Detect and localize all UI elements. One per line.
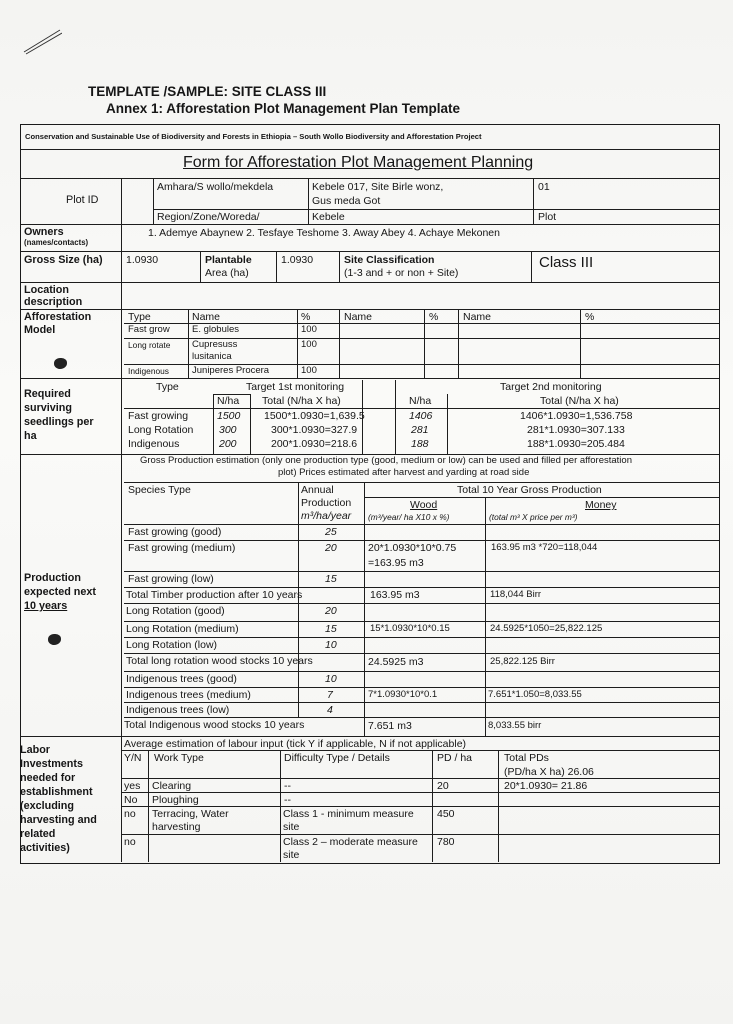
prod-row-label: Indigenous trees (medium)	[126, 689, 251, 701]
labour-pd: 450	[437, 808, 455, 820]
labour-heading: Average estimation of labour input (tick Y if applicable, N if not applicable)	[124, 738, 467, 750]
nha-header-2: N/ha	[409, 395, 432, 407]
total-pds-sub: (PD/ha X ha) 26.06	[504, 766, 594, 778]
col-percent-3: %	[585, 311, 595, 323]
annex-title: Annex 1: Afforestation Plot Management Plan Template	[106, 101, 461, 116]
seedling-total-2: 281*1.0930=307.133	[527, 424, 625, 436]
model-row-type: Indigenous	[128, 366, 169, 376]
seedling-type: Fast growing	[128, 410, 189, 422]
prod-row-label: Total Indigenous wood stocks 10 years	[124, 719, 305, 731]
gross-size-value: 1.0930	[126, 254, 159, 266]
labour-difficulty: Class 1 - minimum measure	[283, 808, 414, 820]
kebele-value: Kebele 017, Site Birle wonz,	[312, 181, 444, 193]
kebele-header: Kebele	[312, 211, 345, 223]
prod-row-annual: 15	[325, 623, 337, 635]
labour-yn: no	[124, 808, 136, 820]
seedling-type-header: Type	[156, 381, 179, 393]
prod-row-annual: 4	[327, 704, 333, 716]
production-label: Production	[24, 572, 81, 584]
labor-label-7: related	[20, 828, 56, 840]
wood-header: Wood	[410, 499, 438, 511]
total-header-2: Total (N/ha X ha)	[540, 395, 619, 407]
total-header: Total (N/ha X ha)	[262, 395, 341, 407]
labour-difficulty: Class 2 – moderate measure	[283, 836, 418, 848]
site-class-label-2: (1-3 and + or non + Site)	[344, 267, 459, 279]
required-label-3: seedlings per	[24, 416, 94, 428]
project-name: Conservation and Sustainable Use of Biodiversity and Forests in Ethiopia – South Wollo Biodiversity and Afforestation Project	[25, 132, 482, 141]
seedling-total: 300*1.0930=327.9	[271, 424, 358, 436]
production-label-2: expected next	[24, 586, 97, 598]
kebele-value-2: Gus meda Got	[312, 195, 381, 207]
labour-total: 20*1.0930= 21.86	[504, 780, 588, 792]
prod-row-money: 8,033.55 birr	[488, 720, 542, 731]
owners-label: Owners	[24, 226, 64, 238]
seedling-nha-2: 281	[411, 424, 429, 436]
prod-row-label: Long Rotation (low)	[126, 639, 218, 651]
prod-row-wood: 20*1.0930*10*0.75	[368, 542, 457, 554]
col-percent-2: %	[429, 311, 439, 323]
col-name: Name	[192, 311, 221, 323]
required-label-2: surviving	[24, 402, 73, 414]
plot-number: 01	[538, 181, 550, 193]
target2-header: Target 2nd monitoring	[500, 381, 602, 393]
required-label-4: ha	[24, 430, 37, 442]
production-note-2: plot) Prices estimated after harvest and yarding at road side	[278, 467, 530, 478]
labor-label-2: Investments	[20, 758, 84, 770]
labor-label-8: activities)	[20, 842, 70, 854]
plot-id-label: Plot ID	[66, 194, 99, 206]
prod-row-money: 163.95 m3 *720=118,044	[491, 542, 598, 553]
labour-work-2: harvesting	[152, 821, 201, 833]
site-class-label: Site Classification	[344, 254, 435, 266]
target1-header: Target 1st monitoring	[246, 381, 345, 393]
location-label: Location	[24, 284, 69, 296]
owners-list: 1. Ademye Abaynew 2. Tesfaye Teshome 3. Away Abey 4. Achaye Mekonen	[148, 227, 500, 239]
seedling-nha: 300	[219, 424, 237, 436]
yn-header: Y/N	[124, 752, 142, 764]
total-pds-header: Total PDs	[504, 752, 549, 764]
prod-row-wood: 15*1.0930*10*0.15	[370, 623, 450, 634]
labour-work: Terracing, Water	[152, 808, 229, 820]
seedling-total: 1500*1.0930=1,639.5	[264, 410, 365, 422]
col-name-2: Name	[344, 311, 373, 323]
prod-row-money: 24.5925*1050=25,822.125	[490, 623, 603, 634]
seedling-total-2: 1406*1.0930=1,536.758	[520, 410, 633, 422]
prod-row-label: Total long rotation wood stocks 10 years	[126, 655, 313, 667]
labor-label-3: needed for	[20, 772, 76, 784]
annual-header-2: Production	[301, 497, 352, 509]
money-header: Money	[585, 499, 617, 511]
wood-formula: (m³/year/ ha X10 x %)	[368, 512, 450, 522]
seedling-type: Long Rotation	[128, 424, 194, 436]
model-row-type: Fast grow	[128, 324, 170, 335]
plantable-value: 1.0930	[281, 254, 314, 266]
seedling-type: Indigenous	[128, 438, 180, 450]
prod-row-annual: 20	[325, 605, 337, 617]
prod-row-annual: 10	[325, 673, 337, 685]
labour-yn: yes	[124, 780, 141, 792]
prod-row-money: 25,822.125 Birr	[490, 656, 555, 667]
afforestation-model-label: Afforestation	[24, 311, 92, 323]
labor-label-5: (excluding	[20, 800, 74, 812]
prod-row-label: Fast growing (medium)	[128, 542, 236, 554]
seedling-total-2: 188*1.0930=205.484	[527, 438, 625, 450]
labour-difficulty-2: site	[283, 849, 300, 861]
labour-difficulty: --	[284, 794, 291, 806]
location-label-2: description	[24, 296, 83, 308]
col-percent: %	[301, 311, 311, 323]
seedling-nha-2: 188	[411, 438, 429, 450]
prod-row-label: Total Timber production after 10 years	[126, 589, 303, 601]
model-row-pct: 100	[301, 339, 317, 350]
prod-row-label: Indigenous trees (good)	[126, 673, 237, 685]
labor-label-6: harvesting and	[20, 814, 97, 826]
prod-row-annual: 7	[327, 689, 333, 701]
model-row-pct: 100	[301, 365, 317, 376]
labour-difficulty: --	[284, 780, 291, 792]
region-value: Amhara/S wollo/mekdela	[157, 181, 274, 193]
prod-row-wood: 24.5925 m3	[368, 656, 424, 668]
region-header: Region/Zone/Woreda/	[157, 211, 260, 223]
col-type: Type	[128, 311, 151, 323]
plot-header: Plot	[538, 211, 557, 223]
work-type-header: Work Type	[154, 752, 204, 764]
required-label: Required	[24, 388, 71, 400]
prod-row-money: 118,044 Birr	[490, 589, 542, 600]
labour-pd: 780	[437, 836, 455, 848]
afforestation-model-label-2: Model	[24, 324, 56, 336]
seedling-nha-2: 1406	[409, 410, 433, 422]
prod-row-label: Fast growing (good)	[128, 526, 222, 538]
labor-label: Labor	[20, 744, 50, 756]
annual-header-3: m³/ha/year	[301, 510, 352, 522]
model-row-name: E. globules	[192, 324, 240, 335]
labour-yn: no	[124, 836, 136, 848]
prod-row-label: Long Rotation (good)	[126, 605, 225, 617]
prod-row-wood-2: =163.95 m3	[368, 557, 424, 569]
annual-header: Annual	[301, 484, 334, 496]
template-heading: TEMPLATE /SAMPLE: SITE CLASS III	[88, 84, 327, 99]
prod-row-wood: 7*1.0930*10*0.1	[368, 689, 438, 700]
form-title: Form for Afforestation Plot Management Planning	[183, 154, 534, 171]
prod-row-money: 7.651*1.050=8,033.55	[488, 689, 582, 700]
model-row-name: Cupresuss	[192, 339, 238, 350]
labor-label-4: establishment	[20, 786, 93, 798]
species-type-header: Species Type	[128, 484, 191, 496]
model-row-name-2: lusitanica	[192, 351, 232, 362]
gross-size-label: Gross Size (ha)	[24, 254, 103, 266]
model-row-pct: 100	[301, 324, 317, 335]
labour-work: Clearing	[152, 780, 192, 792]
model-row-name: Juniperes Procera	[192, 365, 270, 376]
labour-pd: 20	[437, 780, 449, 792]
prod-row-label: Fast growing (low)	[128, 573, 214, 585]
pd-ha-header: PD / ha	[437, 752, 473, 764]
seedling-nha: 1500	[217, 410, 241, 422]
prod-row-wood: 7.651 m3	[368, 720, 412, 732]
pen-mark	[22, 26, 62, 56]
plantable-label: Plantable	[205, 254, 252, 266]
prod-row-label: Long Rotation (medium)	[126, 623, 239, 635]
labour-yn: No	[124, 794, 138, 806]
nha-header: N/ha	[217, 395, 240, 407]
col-name-3: Name	[463, 311, 492, 323]
prod-row-label: Indigenous trees (low)	[126, 704, 230, 716]
production-note: Gross Production estimation (only one production type (good, medium or low) can be used and filled per afforestation	[140, 455, 632, 466]
prod-row-annual: 20	[325, 542, 337, 554]
production-label-3: 10 years	[24, 600, 68, 612]
site-class-value: Class III	[539, 254, 594, 271]
model-row-type: Long rotate	[128, 340, 171, 350]
difficulty-header: Difficulty Type / Details	[284, 752, 390, 764]
seedling-nha: 200	[219, 438, 237, 450]
money-formula: (total m³ X price per m³)	[489, 512, 578, 522]
seedling-total: 200*1.0930=218.6	[271, 438, 358, 450]
prod-row-wood: 163.95 m3	[370, 589, 420, 601]
labour-work: Ploughing	[152, 794, 199, 806]
plantable-label-2: Area (ha)	[205, 267, 249, 279]
prod-row-annual: 15	[325, 573, 337, 585]
labour-difficulty-2: site	[283, 821, 300, 833]
total-production-header: Total 10 Year Gross Production	[457, 484, 602, 496]
prod-row-annual: 10	[325, 639, 337, 651]
owners-sublabel: (names/contacts)	[24, 238, 89, 247]
prod-row-annual: 25	[325, 526, 337, 538]
